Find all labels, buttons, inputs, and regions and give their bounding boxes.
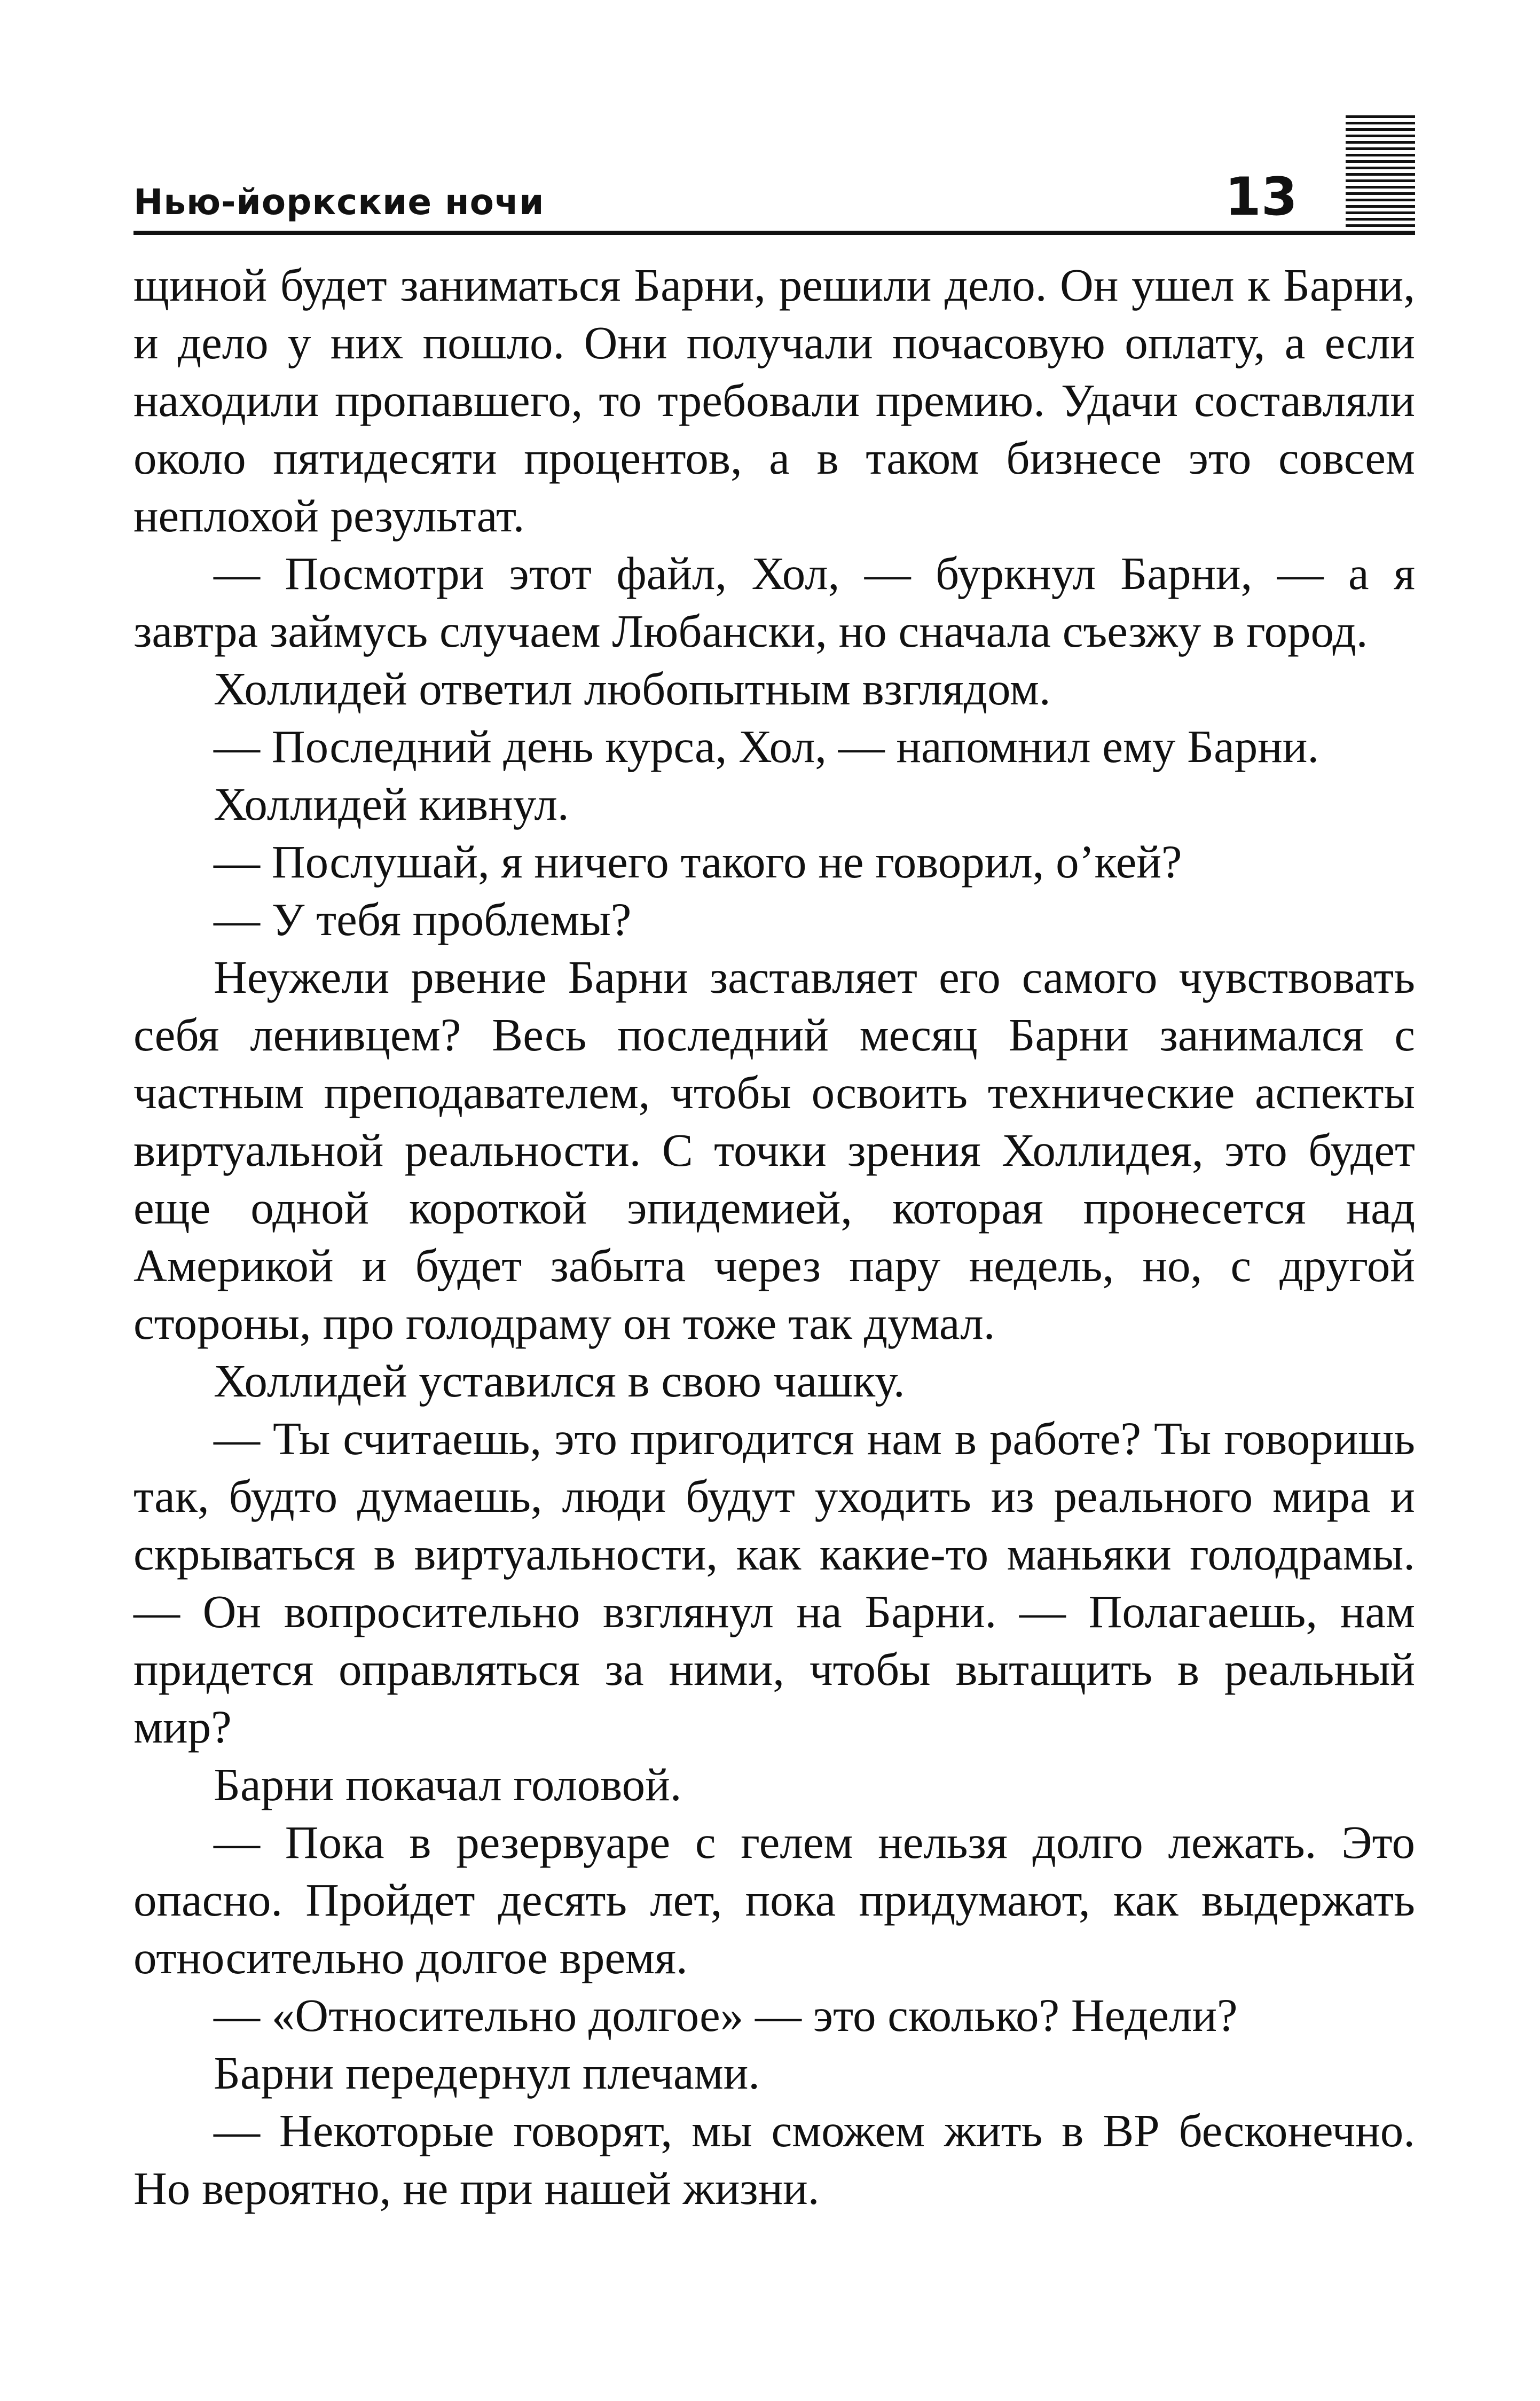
paragraph: Барни покачал головой. — [214, 1759, 682, 1810]
paragraph: Холлидей уставился в свою чашку. — [214, 1355, 905, 1407]
page-number: 13 — [1224, 167, 1298, 227]
paragraph: — Последний день курса, Хол, — напомнил ему Барни. — [214, 720, 1319, 772]
paragraph: — Ты считаешь, это пригодится нам в работе? Ты говоришь так, будто думаешь, люди будут уходить из реального мира и скрываться в виртуальности, как какие-то маньяки голодрамы. — Он вопросительно взглянул на Барни. — Полагаешь, нам придется оправляться за ними, чтобы вытащить в реальный мир? — [133, 1413, 1415, 1753]
header-stripes-ornament — [1346, 115, 1415, 231]
paragraph: Холлидей кивнул. — [214, 778, 569, 830]
page-header — [133, 160, 1415, 235]
paragraph: — Пока в резервуаре с гелем нельзя долго лежать. Это опасно. Пройдет десять лет, пока придумают, как выдержать относительно долгое время. — [133, 1816, 1415, 1983]
paragraph: Холлидей ответил любопытным взглядом. — [214, 663, 1051, 715]
paragraph: Барни передернул плечами. — [214, 2047, 760, 2099]
paragraph: — Послушай, я ничего такого не говорил, о’кей? — [214, 836, 1182, 888]
paragraph: — «Относительно долгое» — это сколько? Недели? — [214, 1989, 1238, 2041]
paragraph: — Посмотри этот файл, Хол, — буркнул Барни, — а я завтра займусь случаем Любански, но сначала съезжу в город. — [133, 547, 1415, 657]
running-title: Нью-йоркские ночи — [133, 182, 545, 223]
paragraph: щиной будет заниматься Барни, решили дело. Он ушел к Барни, и дело у них пошло. Они получали почасовую оплату, а если находили пропавшего, то требовали премию. Удачи составляли около пятидесяти процентов, а в таком бизнесе это совсем неплохой результат. — [133, 259, 1415, 542]
header-rule — [133, 231, 1415, 235]
paragraph: — У тебя проблемы? — [214, 893, 632, 945]
paragraph: — Некоторые говорят, мы сможем жить в ВР бесконечно. Но вероятно, не при нашей жизни. — [133, 2105, 1415, 2214]
body-text — [133, 256, 1415, 2217]
paragraph: Неужели рвение Барни заставляет его самого чувствовать себя ленивцем? Весь последний месяц Барни занимался с частным преподавателем, чтобы освоить технические аспекты виртуальной реальности. С точки зрения Холлидея, это будет еще одной короткой эпидемией, которая пронесется над Америкой и будет забыта через пару недель, но, с другой стороны, про голодраму он тоже так думал. — [133, 951, 1415, 1349]
